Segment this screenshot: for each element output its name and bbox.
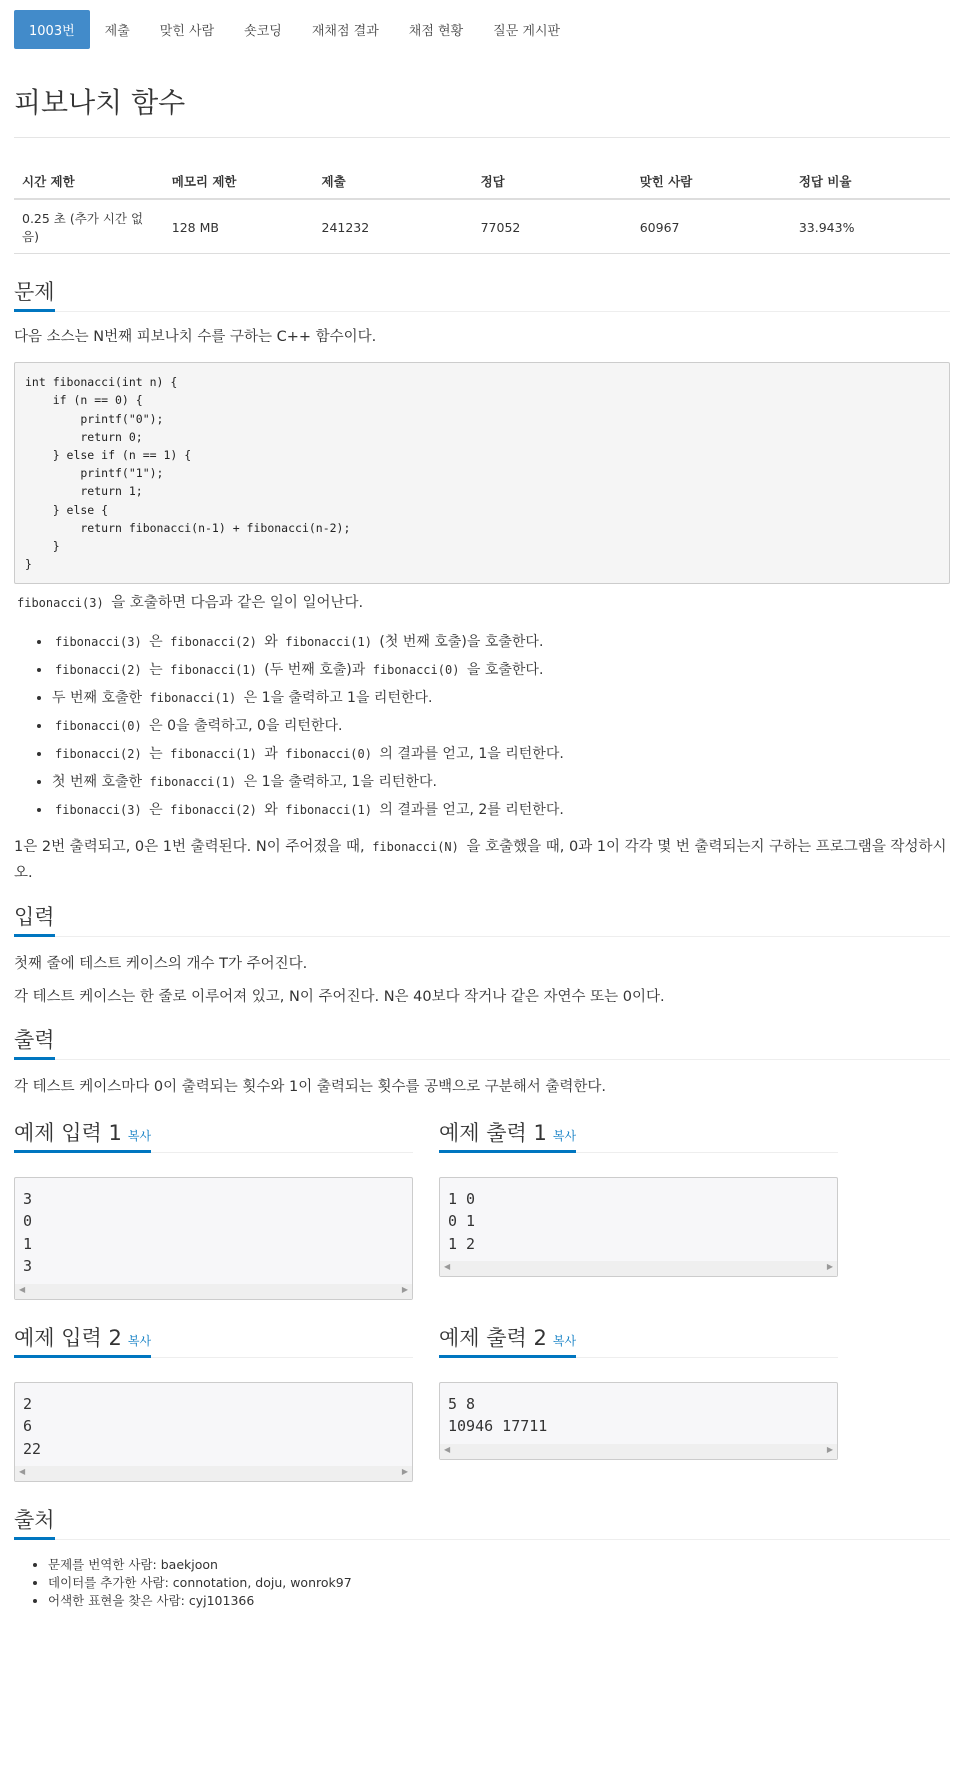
step-text: 의 결과를 얻고, 1을 리턴한다.	[374, 745, 564, 762]
step-text: 의 결과를 얻고, 2를 리턴한다.	[374, 801, 564, 818]
output-text: 각 테스트 케이스마다 0이 출력되는 횟수와 1이 출력되는 횟수를 공백으로 구분해서 출력한다.	[14, 1078, 607, 1095]
step-text: 두 번째 호출한	[52, 689, 147, 706]
example-input-1	[14, 1099, 413, 1300]
example-output-1	[439, 1099, 838, 1300]
tab-question-board[interactable]: 질문 게시판	[493, 24, 561, 39]
example-output-1-content: 1 0 0 1 1 2	[448, 1189, 476, 1253]
call-step-item	[52, 740, 950, 768]
scroll-left-icon[interactable]: ◀	[19, 1467, 26, 1477]
scroll-right-icon[interactable]: ▶	[826, 1262, 833, 1272]
accepted-value: 77052	[473, 199, 632, 254]
example-input-1-title	[14, 1117, 151, 1153]
horizontal-scrollbar[interactable]	[440, 1444, 837, 1459]
solved-users-value: 60967	[632, 199, 791, 254]
example-input-2	[14, 1300, 413, 1483]
inline-code: fibonacci(1)	[285, 634, 372, 649]
example-output-2	[439, 1300, 838, 1483]
example-input-1-box	[14, 1177, 413, 1300]
inline-code: fibonacci(2)	[170, 802, 257, 817]
source-section-header	[14, 1504, 950, 1540]
problem-section-header	[14, 276, 950, 312]
call-steps-list	[14, 628, 950, 824]
source-section-title: 출처	[14, 1504, 55, 1540]
memory-limit-value: 128 MB	[164, 199, 314, 254]
input-line-2: 각 테스트 케이스는 한 줄로 이루어져 있고, N이 주어진다. N은 40보다 작거나 같은 자연수 또는 0이다.	[14, 989, 665, 1006]
scroll-right-icon[interactable]: ▶	[401, 1467, 408, 1477]
source-item: • 데이터를 추가한 사람: connotation, doju, wonrok97	[48, 1574, 950, 1592]
call-description	[14, 592, 950, 615]
step-text: (두 번째 호출)과	[259, 661, 370, 678]
inline-code: fibonacci(0)	[55, 718, 142, 733]
step-text: 첫 번째 호출한	[52, 773, 147, 790]
output-section-header	[14, 1024, 950, 1060]
tab-short-coding[interactable]: 숏코딩	[244, 24, 282, 39]
step-text: 을 호출한다.	[462, 661, 544, 678]
accept-ratio-value: 33.943%	[791, 199, 950, 254]
copy-button[interactable]: 복사	[552, 1333, 577, 1348]
call-step-item	[52, 684, 950, 712]
example-input-1-header	[14, 1117, 413, 1153]
example-input-1-content: 3 0 1 3	[23, 1189, 33, 1276]
call-step-item	[52, 796, 950, 824]
example-title-text: 예제 입력 2	[14, 1325, 122, 1350]
call-text: 을 호출하면 다음과 같은 일이 일어난다.	[106, 595, 364, 612]
example-input-2-box	[14, 1382, 413, 1483]
inline-code: fibonacci(1)	[170, 662, 257, 677]
example-input-2-title	[14, 1322, 151, 1358]
example-title-text: 예제 출력 1	[439, 1120, 547, 1145]
inline-code: fibonacci(3)	[55, 802, 142, 817]
source-item: • 문제를 번역한 사람: baekjoon	[48, 1556, 950, 1574]
horizontal-scrollbar[interactable]	[15, 1284, 412, 1299]
copy-button[interactable]: 복사	[127, 1128, 152, 1143]
call-step-item	[52, 628, 950, 656]
copy-button[interactable]: 복사	[127, 1333, 152, 1348]
example-output-1-header	[439, 1117, 838, 1153]
call-step-item	[52, 712, 950, 740]
submissions-value: 241232	[314, 199, 473, 254]
inline-code: fibonacci(0)	[285, 746, 372, 761]
step-text: 은	[144, 801, 168, 818]
source-item: • 어색한 표현을 찾은 사람: cyj101366	[48, 1592, 950, 1610]
input-line-1: 첫째 줄에 테스트 케이스의 개수 T가 주어진다.	[14, 956, 308, 973]
example-output-1-title	[439, 1117, 576, 1153]
horizontal-scrollbar[interactable]	[440, 1261, 837, 1276]
tab-solved-users[interactable]: 맞힌 사람	[159, 24, 215, 39]
scroll-left-icon[interactable]: ◀	[19, 1284, 26, 1294]
inline-code: fibonacci(1)	[170, 746, 257, 761]
example-output-2-title	[439, 1322, 576, 1358]
step-text: 은	[144, 633, 168, 650]
example-input-2-content: 2 6 22	[23, 1394, 42, 1458]
example-title-text: 예제 출력 2	[439, 1325, 547, 1350]
input-section-header	[14, 901, 950, 937]
example-input-2-header	[14, 1322, 413, 1358]
example-output-2-header	[439, 1322, 838, 1358]
step-text: 와	[259, 633, 283, 650]
input-section-title: 입력	[14, 901, 55, 937]
closing-text-before: 1은 2번 출력되고, 0은 1번 출력된다. N이 주어졌을 때,	[14, 838, 370, 855]
page-title: 피보나치 함수	[14, 81, 950, 138]
call-step-item	[52, 656, 950, 684]
output-section-title: 출력	[14, 1024, 55, 1060]
step-text: 는	[144, 661, 168, 678]
example-output-2-box	[439, 1382, 838, 1460]
step-text: 은 1을 출력하고, 1을 리턴한다.	[239, 773, 437, 790]
problem-code-block: int fibonacci(int n) { if (n == 0) { printf("0"); return 0; } else if (n == 1) { printf("1"); return 1; } else { return fibonacci(n-1) + fibonacci(n-2); } }	[14, 362, 950, 584]
scroll-right-icon[interactable]: ▶	[826, 1444, 833, 1454]
tab-rejudge-results[interactable]: 재채점 결과	[311, 24, 379, 39]
tab-problem[interactable]: 1003번	[14, 10, 90, 49]
examples-grid	[14, 1099, 950, 1483]
inline-code: fibonacci(1)	[149, 690, 237, 705]
copy-button[interactable]: 복사	[552, 1128, 577, 1143]
source-list	[14, 1556, 950, 1610]
example-output-2-content: 5 8 10946 17711	[448, 1394, 548, 1436]
problem-closing	[14, 834, 950, 888]
example-title-text: 예제 입력 1	[14, 1120, 122, 1145]
time-limit-header: 시간 제한	[14, 164, 164, 199]
problem-info-table	[14, 164, 950, 254]
problem-nav	[14, 10, 950, 49]
time-limit-value: 0.25 초 (추가 시간 없음)	[14, 199, 164, 254]
scroll-left-icon[interactable]: ◀	[444, 1262, 451, 1272]
horizontal-scrollbar[interactable]	[15, 1466, 412, 1481]
closing-text-after: 을 호출했을 때, 0과 1이 각각 몇 번 출력되는지 구하는 프로그램을 작성하시오.	[14, 838, 947, 882]
call-step-item	[52, 768, 950, 796]
scroll-right-icon[interactable]: ▶	[401, 1284, 408, 1294]
tab-judge-status[interactable]: 채점 현황	[408, 24, 464, 39]
memory-limit-header: 메모리 제한	[164, 164, 314, 199]
inline-code: fibonacci(2)	[55, 746, 142, 761]
accept-ratio-header: 정답 비율	[791, 164, 950, 199]
step-text: 은 0을 출력하고, 0을 리턴한다.	[144, 717, 343, 734]
solved-users-header: 맞힌 사람	[632, 164, 791, 199]
step-text: 와	[259, 801, 283, 818]
inline-code: fibonacci(1)	[285, 802, 372, 817]
inline-code: fibonacci(2)	[55, 662, 142, 677]
tab-submit[interactable]: 제출	[104, 24, 130, 39]
info-header-row	[14, 164, 950, 199]
info-value-row	[14, 199, 950, 254]
problem-section-title: 문제	[14, 276, 55, 312]
inline-code: fibonacci(3)	[17, 596, 104, 611]
scroll-left-icon[interactable]: ◀	[444, 1444, 451, 1454]
example-output-1-box	[439, 1177, 838, 1278]
step-text: 과	[259, 745, 283, 762]
problem-intro: 다음 소스는 N번째 피보나치 수를 구하는 C++ 함수이다.	[14, 329, 377, 345]
inline-code: fibonacci(2)	[170, 634, 257, 649]
step-text: 은 1을 출력하고 1을 리턴한다.	[239, 689, 433, 706]
inline-code: fibonacci(1)	[149, 774, 237, 789]
inline-code: fibonacci(N)	[372, 839, 459, 854]
inline-code: fibonacci(3)	[55, 634, 142, 649]
accepted-header: 정답	[473, 164, 632, 199]
submissions-header: 제출	[314, 164, 473, 199]
step-text: 는	[144, 745, 168, 762]
step-text: (첫 번째 호출)을 호출한다.	[374, 633, 544, 650]
inline-code: fibonacci(0)	[372, 662, 460, 677]
